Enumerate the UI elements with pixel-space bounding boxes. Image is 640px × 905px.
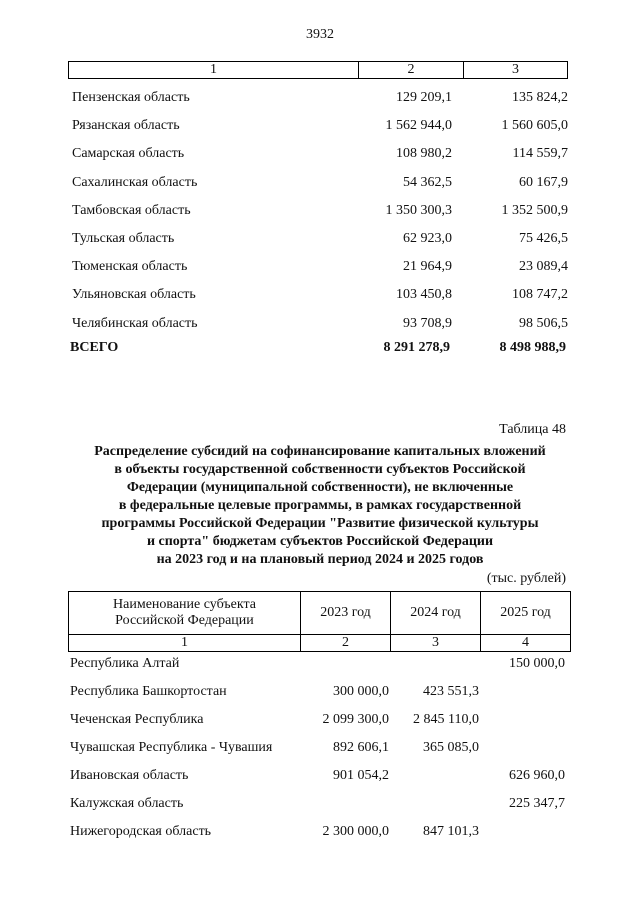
total-label: ВСЕГО	[70, 340, 119, 355]
table-row	[68, 112, 568, 140]
value-2024: 2 845 110,0	[413, 712, 479, 727]
subject-name: Чувашская Республика - Чувашия	[70, 740, 273, 755]
value-2024: 365 085,0	[423, 740, 479, 755]
subject-name: Республика Алтай	[70, 656, 180, 671]
header-2025: 2025 год	[500, 605, 551, 620]
table1-body	[68, 84, 568, 338]
table2-header	[68, 591, 571, 652]
header-2024: 2024 год	[391, 592, 481, 634]
header-number-1: 1	[69, 635, 301, 651]
subject-name: Чеченская Республика	[70, 712, 204, 727]
region-name: Ульяновская область	[72, 287, 196, 303]
value-col-2: 54 362,5	[403, 174, 452, 190]
page-number: 3932	[306, 27, 334, 42]
table-row	[68, 734, 571, 762]
value-col-2: 93 708,9	[403, 315, 452, 331]
value-col-3: 98 506,5	[519, 315, 568, 331]
table-row	[68, 253, 568, 281]
value-2025: 225 347,7	[509, 796, 565, 811]
subject-name: Калужская область	[70, 796, 184, 811]
value-col-3: 1 352 500,9	[501, 202, 568, 218]
table-row	[68, 84, 568, 112]
value-2023: 2 300 000,0	[322, 824, 389, 839]
table-title: Распределение субсидий на софинансирование капитальных вложений в объекты государственной собственности субъектов Российской Федерации (муниципальной собственности), не включенные в федеральные целевые программы, в рамках государственной программы Российской Федерации "Развитие физической культуры и спорта" бюджетам субъектов Российской Федерации на 2023 год и на плановый период 2024 и 2025 годов	[94, 444, 546, 567]
region-name: Самарская область	[72, 146, 185, 162]
region-name: Тульская область	[72, 231, 175, 247]
region-name: Пензенская область	[72, 90, 190, 106]
table1-total-row	[68, 340, 568, 356]
value-col-2: 21 964,9	[403, 259, 452, 275]
table-row	[68, 706, 571, 734]
table-row	[68, 650, 571, 678]
header-number-3: 3	[391, 635, 481, 651]
region-name: Тюменская область	[72, 259, 188, 275]
table-row	[68, 818, 571, 846]
value-col-3: 108 747,2	[512, 287, 568, 303]
value-col-2: 1 562 944,0	[385, 118, 452, 134]
units-note: (тыс. рублей)	[486, 571, 566, 586]
value-col-3: 135 824,2	[512, 90, 568, 106]
region-name: Тамбовская область	[72, 202, 191, 218]
value-col-2: 129 209,1	[396, 90, 452, 106]
value-2024: 423 551,3	[423, 684, 479, 699]
value-2025: 150 000,0	[509, 656, 565, 671]
value-col-3: 60 167,9	[519, 174, 568, 190]
subject-name: Республика Башкортостан	[70, 684, 227, 699]
table-row	[68, 310, 568, 338]
table1-header-col-1: 1	[69, 62, 359, 78]
table-row	[68, 225, 568, 253]
header-number-4: 4	[522, 635, 529, 650]
region-name: Сахалинская область	[72, 174, 198, 190]
value-2023: 892 606,1	[333, 740, 389, 755]
table-row	[68, 790, 571, 818]
table-row	[68, 762, 571, 790]
value-col-2: 1 350 300,3	[385, 202, 452, 218]
subject-name: Нижегородская область	[70, 824, 212, 839]
header-2023: 2023 год	[301, 592, 391, 634]
value-2023: 2 099 300,0	[322, 712, 389, 727]
table1-header-col-2: 2	[359, 62, 464, 78]
table-row	[68, 169, 568, 197]
value-col-2: 103 450,8	[396, 287, 452, 303]
value-col-3: 114 559,7	[512, 146, 568, 162]
value-col-3: 23 089,4	[519, 259, 568, 275]
table2-body	[68, 650, 571, 846]
header-number-2: 2	[301, 635, 391, 651]
total-col-3: 8 498 988,9	[499, 340, 566, 355]
value-2023: 901 054,2	[333, 768, 389, 783]
table-row	[68, 281, 568, 309]
value-2025: 626 960,0	[509, 768, 565, 783]
table-row	[68, 197, 568, 225]
value-2023: 300 000,0	[333, 684, 389, 699]
table1-header	[68, 61, 568, 79]
subject-name: Ивановская область	[70, 768, 189, 783]
value-col-2: 108 980,2	[396, 146, 452, 162]
table-label: Таблица 48	[499, 422, 566, 437]
table1-header-col-3: 3	[512, 62, 519, 77]
total-col-2: 8 291 278,9	[383, 340, 450, 355]
header-subject-name: Наименование субъекта Российской Федерации	[69, 592, 301, 634]
region-name: Рязанская область	[72, 118, 180, 134]
table-row	[68, 140, 568, 168]
value-col-3: 1 560 605,0	[501, 118, 568, 134]
table-row	[68, 678, 571, 706]
region-name: Челябинская область	[72, 315, 198, 331]
value-col-2: 62 923,0	[403, 231, 452, 247]
value-2024: 847 101,3	[423, 824, 479, 839]
value-col-3: 75 426,5	[519, 231, 568, 247]
